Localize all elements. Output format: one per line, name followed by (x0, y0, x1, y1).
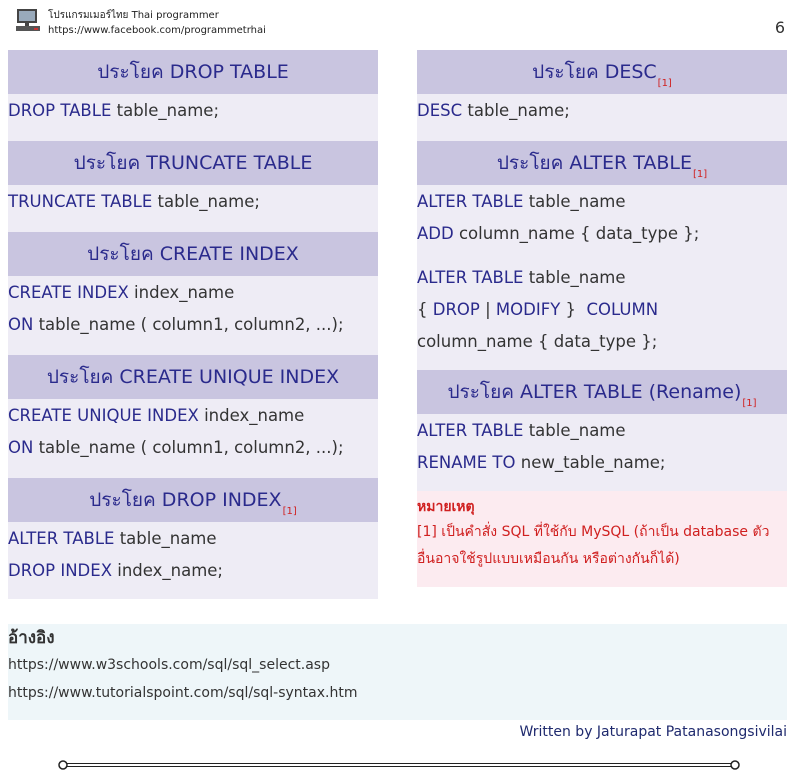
sql-keyword: ALTER TABLE (8, 529, 115, 548)
code-line (417, 262, 787, 294)
sql-keyword: ON (8, 438, 34, 457)
footnote-ref: [1] (657, 78, 672, 89)
section-title-wrap (8, 478, 378, 522)
sql-keyword: DROP TABLE (8, 101, 112, 120)
sql-keyword: DROP (432, 300, 480, 319)
note-title: หมายเหตุ (417, 499, 475, 515)
code-line (8, 309, 378, 341)
section-title: ประโยค CREATE UNIQUE INDEX (8, 355, 378, 399)
section-title: ประโยค TRUNCATE TABLE (8, 141, 378, 185)
section-title: ประโยค ALTER TABLE (496, 152, 692, 174)
sql-keyword: ALTER TABLE (417, 268, 524, 287)
code-line (8, 400, 378, 432)
sql-keyword: CREATE UNIQUE INDEX (8, 406, 199, 425)
sql-text: table_name ( column1, column2, ...); (33, 438, 344, 457)
drop-index-section (8, 478, 378, 599)
section-title-wrap (417, 370, 787, 414)
sql-text: table_name (523, 192, 626, 211)
sql-keyword: CREATE INDEX (8, 283, 129, 302)
sql-keyword: ALTER TABLE (417, 192, 524, 211)
code-line (8, 95, 378, 127)
section-title-wrap (417, 141, 787, 185)
sql-keyword: ON (8, 315, 34, 334)
sql-text: table_name (523, 268, 626, 287)
create-index-section (8, 232, 378, 355)
references-box (8, 624, 787, 720)
page-header (14, 8, 266, 38)
footer-divider (58, 758, 740, 772)
sql-keyword: DROP INDEX (8, 561, 112, 580)
sql-text: index_name (128, 283, 235, 302)
sql-text: } (560, 300, 587, 319)
drop-table-section (8, 50, 378, 141)
section-title: ประโยค CREATE INDEX (8, 232, 378, 276)
desc-section (417, 50, 787, 141)
note-line: [1] เป็นคำสั่ง SQL ที่ใช้กับ MySQL (ถ้าเป็น database ตัว (417, 524, 770, 540)
code-line (417, 447, 787, 479)
code-line (8, 186, 378, 218)
sql-text: table_name (114, 529, 217, 548)
right-column (417, 50, 787, 587)
left-column (8, 50, 378, 599)
sql-keyword: COLUMN (586, 300, 659, 319)
sql-text: new_table_name; (515, 453, 666, 472)
code-line (8, 523, 378, 555)
code-line (417, 186, 787, 218)
code-line (417, 218, 787, 250)
note-line: อื่นอาจใช้รูปแบบเหมือนกัน หรือต่างกันก็ได้) (417, 551, 680, 567)
header-url[interactable]: https://www.facebook.com/programmetrhai (48, 25, 266, 36)
code-line: column_name { data_type }; (417, 332, 658, 351)
section-title: ประโยค DROP TABLE (8, 50, 378, 94)
sql-keyword: TRUNCATE TABLE (8, 192, 153, 211)
reference-link[interactable]: https://www.w3schools.com/sql/sql_select.asp (8, 657, 330, 673)
section-title-wrap (417, 50, 787, 94)
sql-text: column_name { data_type }; (453, 224, 700, 243)
footnote-ref: [1] (692, 169, 708, 180)
code-line (8, 555, 378, 587)
sql-text: index_name; (112, 561, 223, 580)
sql-keyword: ADD (417, 224, 454, 243)
code-line (417, 95, 787, 127)
create-unique-index-section (8, 355, 378, 478)
code-line (417, 294, 787, 326)
section-title: ประโยค ALTER TABLE (Rename) (447, 381, 742, 403)
sql-keyword: RENAME TO (417, 453, 516, 472)
sql-keyword: MODIFY (495, 300, 561, 319)
sql-text: index_name (198, 406, 305, 425)
sql-text: table_name ( column1, column2, ...); (33, 315, 344, 334)
header-title: โปรแกรมเมอร์ไทย Thai programmer (48, 10, 219, 21)
sql-text: { (417, 300, 433, 319)
section-title: ประโยค DROP INDEX (89, 489, 282, 511)
page-number: 6 (774, 18, 785, 37)
sql-text: | (479, 300, 496, 319)
section-title: ประโยค DESC (532, 61, 657, 83)
footnote-ref: [1] (282, 506, 297, 517)
sql-text: table_name; (111, 101, 220, 120)
author-credit: Written by Jaturapat Patanasongsivilai (519, 724, 787, 740)
sql-keyword: ALTER TABLE (417, 421, 524, 440)
code-line (8, 432, 378, 464)
sql-keyword: DESC (417, 101, 463, 120)
truncate-table-section (8, 141, 378, 232)
reference-link[interactable]: https://www.tutorialspoint.com/sql/sql-syntax.htm (8, 685, 358, 701)
footnote-ref: [1] (742, 398, 757, 409)
sql-text: table_name (523, 421, 626, 440)
alter-table-section (417, 141, 787, 370)
alter-rename-section (417, 370, 787, 491)
references-title: อ้างอิง (8, 628, 55, 648)
sql-text: table_name; (462, 101, 570, 120)
code-line (8, 277, 378, 309)
note-box (417, 491, 787, 587)
sql-text: table_name; (152, 192, 260, 211)
code-line (417, 415, 787, 447)
computer-icon (14, 8, 42, 34)
